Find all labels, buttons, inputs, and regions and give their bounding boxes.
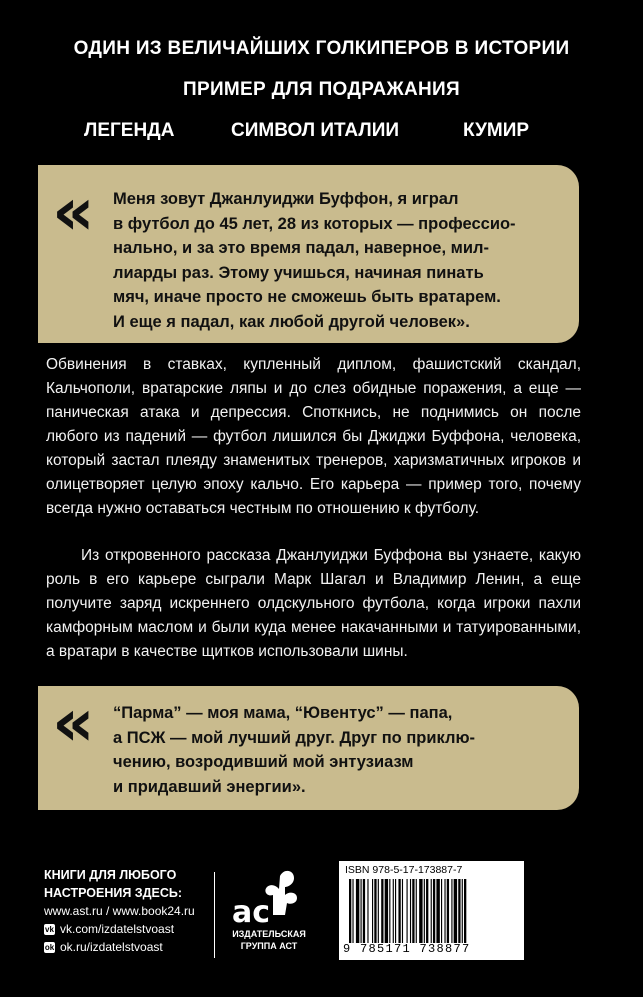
description-paragraph-1: Обвинения в ставках, купленный диплом, фашистский скандал, Кальчополи, вратарские ляпы и до слез обидные поражения, а еще — паническая атака и депрессия. Споткнись, не поднимись он после любого из падений — футбол лишился бы Джиджи Буффона, человека, который застал плеяду знаменитых тренеров, харизматичных игроков и олицетворяет целую эпоху кальчо. Его карьера — пример того, почему всегда нужно оставаться честным по отношению к футболу. [46,356,581,517]
quote-box-top [38,165,579,343]
quote-text-top: Меня зовут Джанлуиджи Буффон, я играл в футбол до 45 лет, 28 из которых — профессио- нально, и за это время падал, наверное, мил- лиарды раз. Этому учишься, начиная пинать мяч, иначе просто не сможешь быть вратарем. И еще я падал, как любой другой человек». [113,190,516,331]
barcode-bar [378,879,379,943]
barcode-bar [361,879,362,943]
barcode-bar [389,879,390,943]
barcode-bar [372,879,373,943]
tag-row [0,120,643,144]
footer-heading-line2: НАСТРОЕНИЯ ЗДЕСЬ: [44,886,183,900]
footer-divider [214,872,215,958]
footer-heading-line1: КНИГИ ДЛЯ ЛЮБОГО [44,868,177,882]
barcode-bar [462,879,463,943]
quote-box-bottom [38,686,579,810]
barcode-bar [410,879,411,943]
barcode-bar [356,879,359,943]
vk-icon: vk [45,924,54,934]
barcode-bar [419,879,422,943]
barcode-bar [433,879,435,943]
barcode-bar [458,879,460,943]
footer-links [44,866,195,956]
ok-link[interactable]: ok.ru/izdatelstvoast [60,940,163,954]
barcode-bar [426,879,428,943]
barcode-bar [407,879,408,943]
barcode-bar [424,879,425,943]
barcode-icon [349,879,517,943]
barcode-bar [441,879,442,943]
barcode-bar [436,879,439,943]
barcode-bar [398,879,400,943]
barcode-bar [349,879,351,943]
vk-link[interactable]: vk.com/izdatelstvoast [60,922,175,936]
barcode-bar [367,879,368,943]
barcode-bar [464,879,466,943]
tag-symbol-italy: СИМВОЛ ИТАЛИИ [231,120,400,141]
headline-greatest-goalkeeper: ОДИН ИЗ ВЕЛИЧАЙШИХ ГОЛКИПЕРОВ В ИСТОРИИ [73,38,570,59]
barcode-bar [395,879,396,943]
quote-text-bottom: “Парма” — моя мама, “Ювентус” — папа, а ПСЖ — мой лучший друг. Друг по приклю- чению, возродивший мой энтузиазм и придавший энергии». [113,704,476,796]
barcode-bar [447,879,449,943]
barcode-bar [374,879,376,943]
barcode-bar [393,879,394,943]
barcode-bar [352,879,353,943]
quote-mark-icon: « [52,684,95,761]
footer-websites[interactable] [44,902,195,920]
quote-mark-icon: « [52,173,95,250]
footer-ok[interactable] [44,938,195,956]
barcode-bar [381,879,383,943]
footer-vk[interactable] [44,920,195,938]
barcode-bar [412,879,414,943]
websites-link[interactable]: www.ast.ru / www.book24.ru [44,904,195,918]
ast-logo-text: ас [232,895,271,930]
headline-role-model: ПРИМЕР ДЛЯ ПОДРАЖАНИЯ [183,79,460,100]
barcode-bar [363,879,365,943]
publisher-name: ИЗДАТЕЛЬСКАЯ ГРУППА АСТ [232,929,306,951]
barcode-bar [385,879,388,943]
barcode-bar [454,879,457,943]
isbn-label: ISBN 978-5-17-173887-7 [345,864,463,876]
ok-icon: ok [44,942,55,952]
barcode-bar [416,879,417,943]
barcode-block [339,861,524,960]
barcode-bar [402,879,403,943]
tag-legend: ЛЕГЕНДА [84,120,175,141]
description-paragraph-2: Из откровенного рассказа Джанлуиджи Буффона вы узнаете, какую роль в его карьере сыграли Марк Шагал и Владимир Ленин, а еще получите заряд искреннего олдскульного футбола, когда игроки пахли камфорным маслом и были куда менее накачанными и татуированными, а вратари в качестве щитков использовали шины. [46,547,581,660]
tag-idol: КУМИР [463,120,530,141]
barcode-bar [444,879,445,943]
barcode-bar [431,879,432,943]
barcode-number: 9 785171 738877 [343,942,471,956]
barcode-bar [451,879,452,943]
